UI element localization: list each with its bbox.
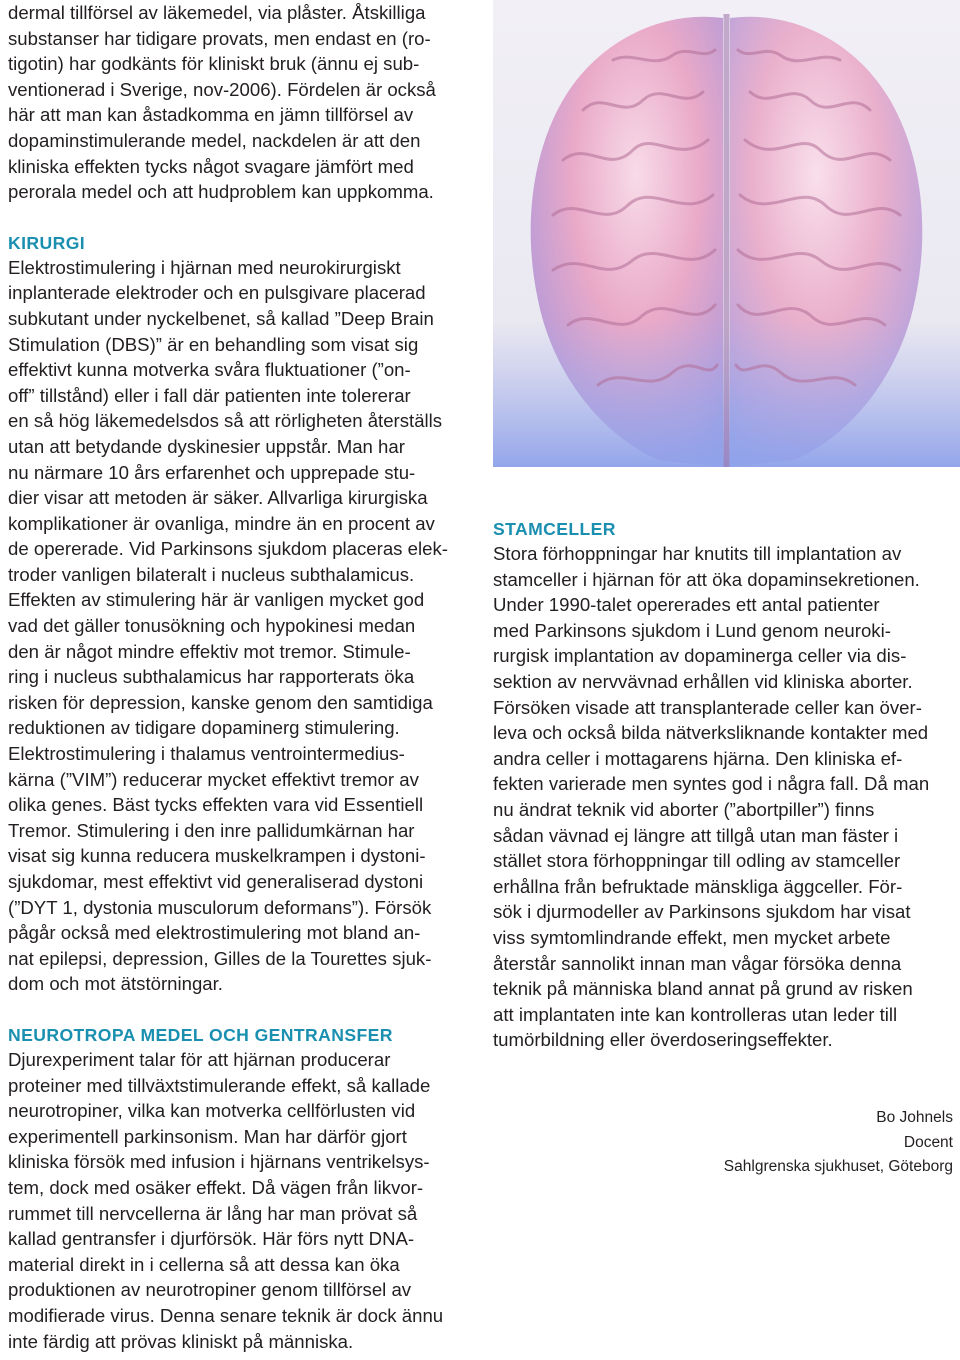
stamceller-paragraph: Stora förhoppningar har knutits till implantation av stamceller i hjärnan för att öka dopaminsekretionen. Under 1990-talet opererades ett antal patienter med Parkinsons sjukdom i Lund genom neuroki- rurgisk implantation av dopaminerga celler via dis- sektion av nervvävnad erhållen vid kliniska aborter. Försöken visade att transplanterade celler kan över- leva och också bilda nätverksliknande kontakter med andra celler i mottagarens hjärna. Den kliniska ef- fekten varierade men syntes god i några fall. Då man nu ändrat teknik vid aborter (”abortpiller”) finns sådan vävnad ej längre att tillgå utan man fäster i stället stora förhoppningar till odling av stamceller erhållna från befruktade mänskliga äggceller. För- sök i djurmodeller av Parkinsons sjukdom har visat viss symtomlindrande effekt, men mycket arbete återstår sannolikt innan man vågar försöka denna teknik på människa bland annat på grund av risken att implantaten inte kan kontrolleras utan leder till tumörbildning eller överdoseringseffekter. [493, 543, 930, 1051]
author-title: Docent [903, 1133, 953, 1151]
neurotropa-paragraph: Djurexperiment talar för att hjärnan producerar proteiner med tillväxtstimulerande effekt, så kallade neurotropiner, vilka kan motverka cellförlusten vid experimentell parkinsonism. Man har därför gjort kliniska försök med infusion i hjärnans ventrikelsys- tem, dock med osäker effekt. Då vägen från likvor- rummet till nervcellerna är lång har man prövat så kallad gentransfer i djurförsök. Här förs nytt DNA- material direkt in i cellerna så att dessa kan öka produktionen av neurotropiner genom tillförsel av modifierade virus. Denna senare teknik är dock ännu inte färdig att prövas kliniskt på människa. [8, 1048, 444, 1352]
author-affiliation: Sahlgrenska sjukhuset, Göteborg [723, 1158, 953, 1175]
stamceller-heading: STAMCELLER [493, 519, 616, 539]
neurotropa-heading: NEUROTROPA MEDEL OCH GENTRANSFER [8, 1024, 393, 1045]
kirurgi-heading: KIRURGI [8, 232, 86, 253]
intro-paragraph: dermal tillförsel av läkemedel, via plåster. Åtskilliga substanser har tidigare provats, men endast en (ro- tigotin) har godkänts för kliniskt bruk (ännu ej sub- ventionerad i Sverige, nov-2006). Fördelen är också här att man kan åstadkomma en jämn tillförsel av dopaminstimulerande medel, nackdelen är att den kliniska effekten tycks något svagare jämfört med perorala medel och att hudproblem kan uppkomma. [8, 2, 436, 203]
left-column [8, 0, 480, 1354]
right-column [493, 517, 955, 1053]
author-name: Bo Johnels [876, 1109, 953, 1126]
brain-image [493, 0, 960, 467]
author-signature [724, 1106, 953, 1180]
kirurgi-paragraph: Elektrostimulering i hjärnan med neurokirurgiskt inplanterade elektroder och en pulsgivare placerad subkutant under nyckelbenet, så kallad ”Deep Brain Stimulation (DBS)” är en behandling som visat sig effektivt kunna motverka svåra fluktuationer (”on- off” tillstånd) eller i fall där patienten inte tolererar en så hög läkemedelsdos så att rörligheten återställs utan att betydande dyskinesier uppstår. Man har nu närmare 10 års erfarenhet och upprepade stu- dier visar att metoden är säker. Allvarliga kirurgiska komplikationer är ovanliga, mindre än en procent av de opererade. Vid Parkinsons sjukdom placeras elek- troder vanligen bilateralt i nucleus subthalamicus. Effekten av stimulering här är vanligen mycket god vad det gäller tonusökning och hypokinesi medan den är något mindre effektiv mot tremor. Stimule- ring i nucleus subthalamicus har rapporterats öka risken för depression, kanske genom den samtidiga reduktionen av tidigare dopaminerg stimulering. Elektrostimulering i thalamus ventrointermedius- kärna (”VIM”) reducerar mycket effektivt tremor av olika genes. Bäst tycks effekten vara vid Essentiell Tremor. Stimulering i den inre pallidumkärnan har visat sig kunna reducera muskelkrampen i dystoni- sjukdomar, mest effektivt vid generaliserad dystoni (”DYT 1, dystonia musculorum deformans”). Försök pågår också med elektrostimulering mot bland an- nat epilepsi, depression, Gilles de la Tourettes sjuk- dom och mot ätstörningar. [8, 256, 448, 995]
